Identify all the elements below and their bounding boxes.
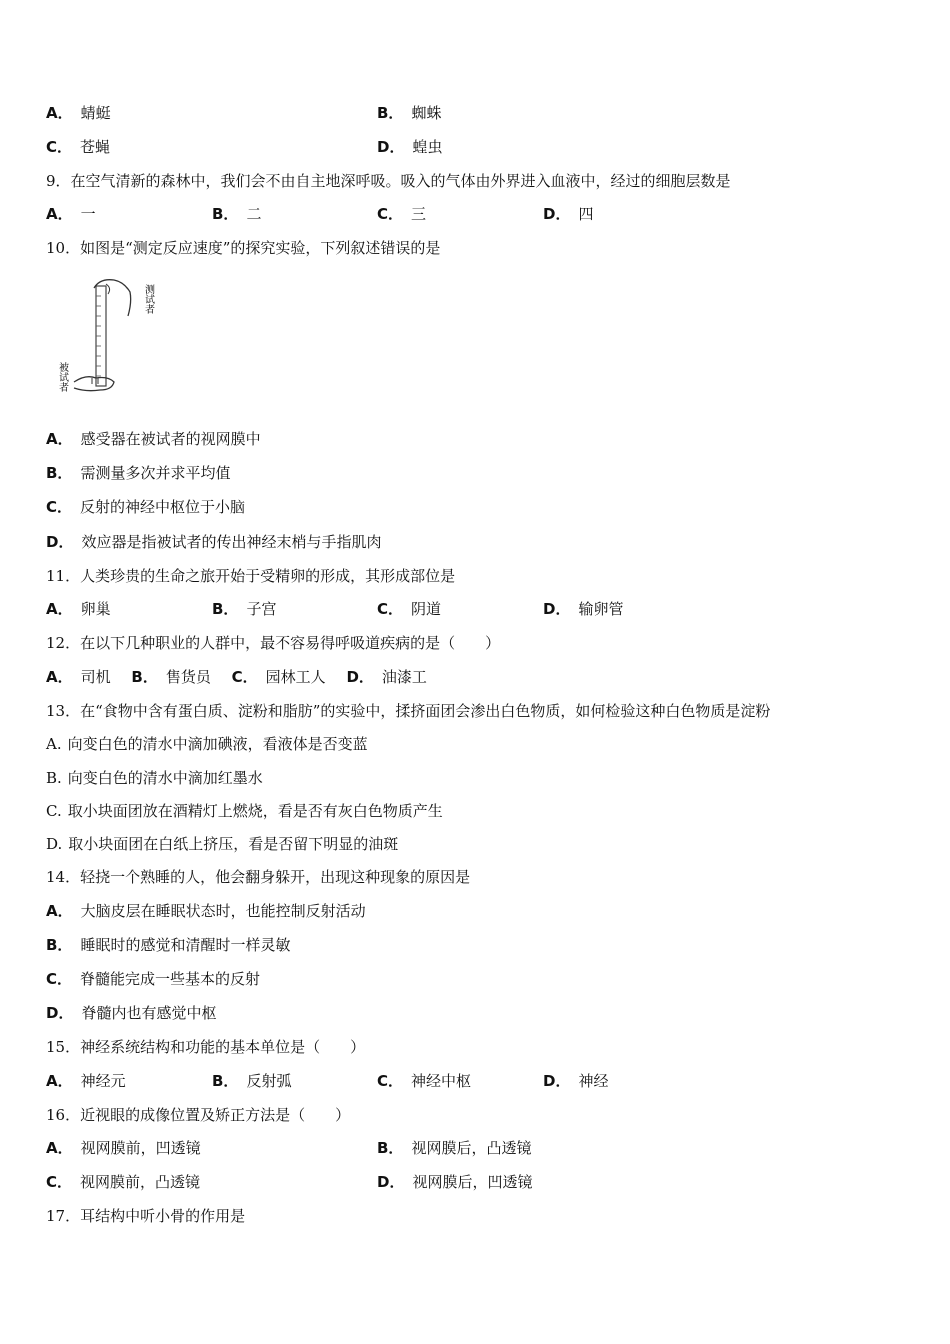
q16-stem: 16．近视眼的成像位置及矫正方法是（ ）	[46, 1106, 351, 1124]
q10-stem: 10．如图是“测定反应速度”的探究实验，下列叙述错误的是	[46, 239, 441, 257]
q15-option-c: C． 神经中枢	[377, 1072, 472, 1090]
q14-stem: 14．轻挠一个熟睡的人，他会翻身躲开，出现这种现象的原因是	[46, 868, 471, 886]
q16-option-d: D． 视网膜后，凹透镜	[377, 1173, 533, 1191]
q12-stem: 12．在以下几种职业的人群中，最不容易得呼吸道疾病的是（ ）	[46, 634, 501, 652]
q16-option-b: B． 视网膜后，凸透镜	[377, 1139, 532, 1157]
q11-option-d: D． 输卵管	[543, 600, 624, 618]
subject-label: 被试者	[56, 362, 68, 392]
q11-option-b: B． 子宫	[212, 600, 277, 618]
q14-option-b: B． 睡眠时的感觉和清醒时一样灵敏	[46, 936, 291, 954]
q10-option-c: C． 反射的神经中枢位于小脑	[46, 498, 246, 516]
q13-stem: 13．在“食物中含有蛋白质、淀粉和脂肪”的实验中，揉挤面团会渗出白色物质，如何检验这种白色物质是淀粉	[46, 702, 771, 720]
q9-option-d: D． 四	[543, 205, 594, 223]
q13-option-a: A. 向变白色的清水中滴加碘液，看液体是否变蓝	[46, 735, 368, 753]
subject-hand-icon	[74, 377, 114, 391]
q9-option-c: C． 三	[377, 205, 427, 223]
q17-stem: 17．耳结构中听小骨的作用是	[46, 1207, 246, 1225]
ruler-ticks	[96, 296, 101, 376]
q8-option-d: D． 蝗虫	[377, 138, 443, 156]
q9-option-a: A． 一	[46, 205, 96, 223]
q9-stem: 9．在空气清新的森林中，我们会不由自主地深呼吸。吸入的气体由外界进入血液中，经过的细胞层数是	[46, 172, 731, 190]
q13-option-b: B. 向变白色的清水中滴加红墨水	[46, 769, 263, 787]
q15-option-a: A． 神经元	[46, 1072, 126, 1090]
q10-option-a: A． 感受器在被试者的视网膜中	[46, 430, 261, 448]
q13-option-d: D. 取小块面团在白纸上挤压，看是否留下明显的油斑	[46, 835, 399, 853]
q8-option-c: C． 苍蝇	[46, 138, 111, 156]
q15-stem: 15．神经系统结构和功能的基本单位是（ ）	[46, 1038, 366, 1056]
q11-option-c: C． 阴道	[377, 600, 442, 618]
q9-option-b: B． 二	[212, 205, 262, 223]
q8-option-b: B． 蜘蛛	[377, 104, 442, 122]
q11-option-a: A． 卵巢	[46, 600, 111, 618]
q14-option-a: A． 大脑皮层在睡眠状态时，也能控制反射活动	[46, 902, 366, 920]
q16-option-c: C． 视网膜前，凸透镜	[46, 1173, 201, 1191]
tester-hand-icon	[94, 280, 131, 316]
q10-option-d: D． 效应器是指被试者的传出神经末梢与手指肌肉	[46, 533, 382, 551]
q14-option-d: D． 脊髓内也有感觉中枢	[46, 1004, 217, 1022]
q12-options-row: A． 司机 B． 售货员 C． 园林工人 D． 油漆工	[46, 668, 427, 686]
q10-option-b: B． 需测量多次并求平均值	[46, 464, 231, 482]
q14-option-c: C． 脊髓能完成一些基本的反射	[46, 970, 261, 988]
q15-option-b: B． 反射弧	[212, 1072, 292, 1090]
q13-option-c: C. 取小块面团放在酒精灯上燃烧，看是否有灰白色物质产生	[46, 802, 443, 820]
q16-option-a: A． 视网膜前，凹透镜	[46, 1139, 201, 1157]
q11-stem: 11．人类珍贵的生命之旅开始于受精卵的形成，其形成部位是	[46, 567, 456, 585]
reaction-test-figure	[52, 270, 172, 410]
q15-option-d: D． 神经	[543, 1072, 609, 1090]
q8-option-a: A． 蜻蜓	[46, 104, 111, 122]
tester-label: 测试者	[142, 284, 154, 314]
